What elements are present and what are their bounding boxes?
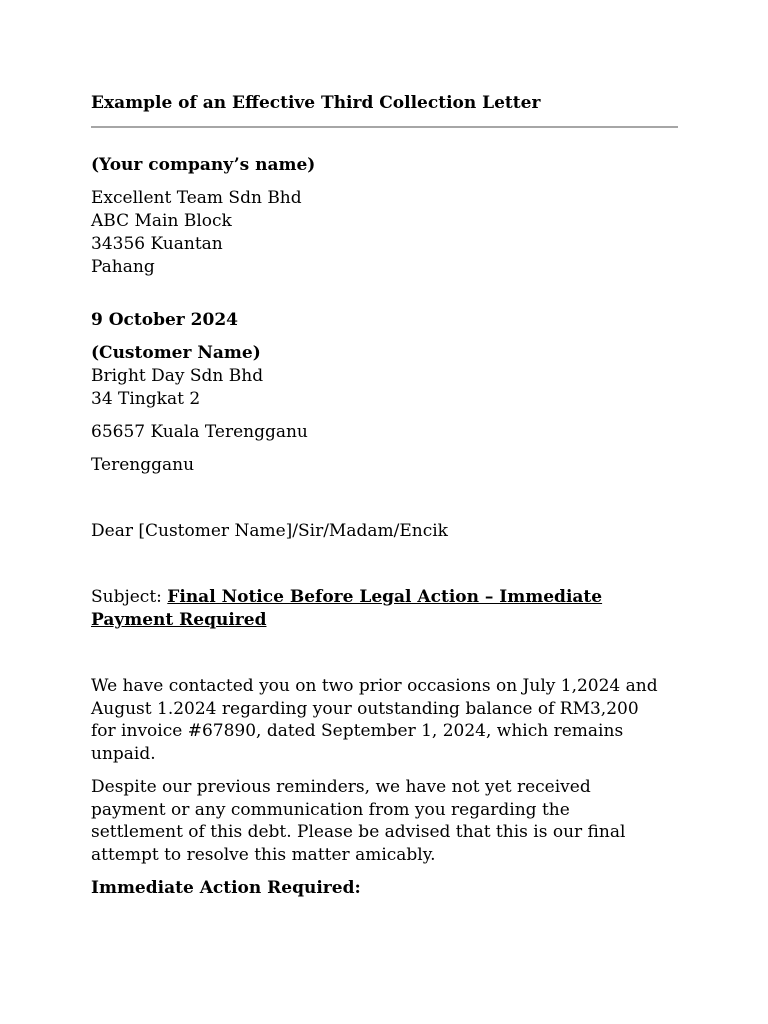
paragraph-line: Despite our previous reminders, we have not yet received [91,777,591,797]
paragraph-line: settlement of this debt. Please be advised that this is our final [91,822,626,842]
document-heading: Example of an Effective Third Collection Letter [91,93,541,113]
recipient-line: 65657 Kuala Terengganu [91,422,308,442]
sender-line: 34356 Kuantan [91,234,223,254]
heading-divider [91,126,678,128]
salutation: Dear [Customer Name]/Sir/Madam/Encik [91,521,448,541]
letter-date: 9 October 2024 [91,310,238,330]
sender-label: (Your company’s name) [91,155,316,175]
paragraph-line: payment or any communication from you regarding the [91,800,570,820]
recipient-label: (Customer Name) [91,343,261,363]
subject-title-continued: Payment Required [91,610,267,630]
recipient-line: Bright Day Sdn Bhd [91,366,264,386]
sender-line: ABC Main Block [91,211,232,231]
paragraph-line: attempt to resolve this matter amicably. [91,845,436,865]
recipient-line: Terengganu [91,455,195,475]
sender-line: Pahang [91,257,155,277]
paragraph-line: unpaid. [91,744,156,764]
paragraph-line: for invoice #67890, dated September 1, 2024, which remains [91,721,624,741]
paragraph-line: August 1.2024 regarding your outstanding balance of RM3,200 [91,699,639,719]
recipient-line: 34 Tingkat 2 [91,389,201,409]
subject-prefix: Subject: [91,587,168,607]
subject-line [91,586,602,609]
paragraph-line: We have contacted you on two prior occasions on July 1,2024 and [91,676,658,696]
sender-line: Excellent Team Sdn Bhd [91,188,302,208]
action-heading: Immediate Action Required: [91,878,361,898]
subject-title: Final Notice Before Legal Action – Immediate [167,587,603,607]
